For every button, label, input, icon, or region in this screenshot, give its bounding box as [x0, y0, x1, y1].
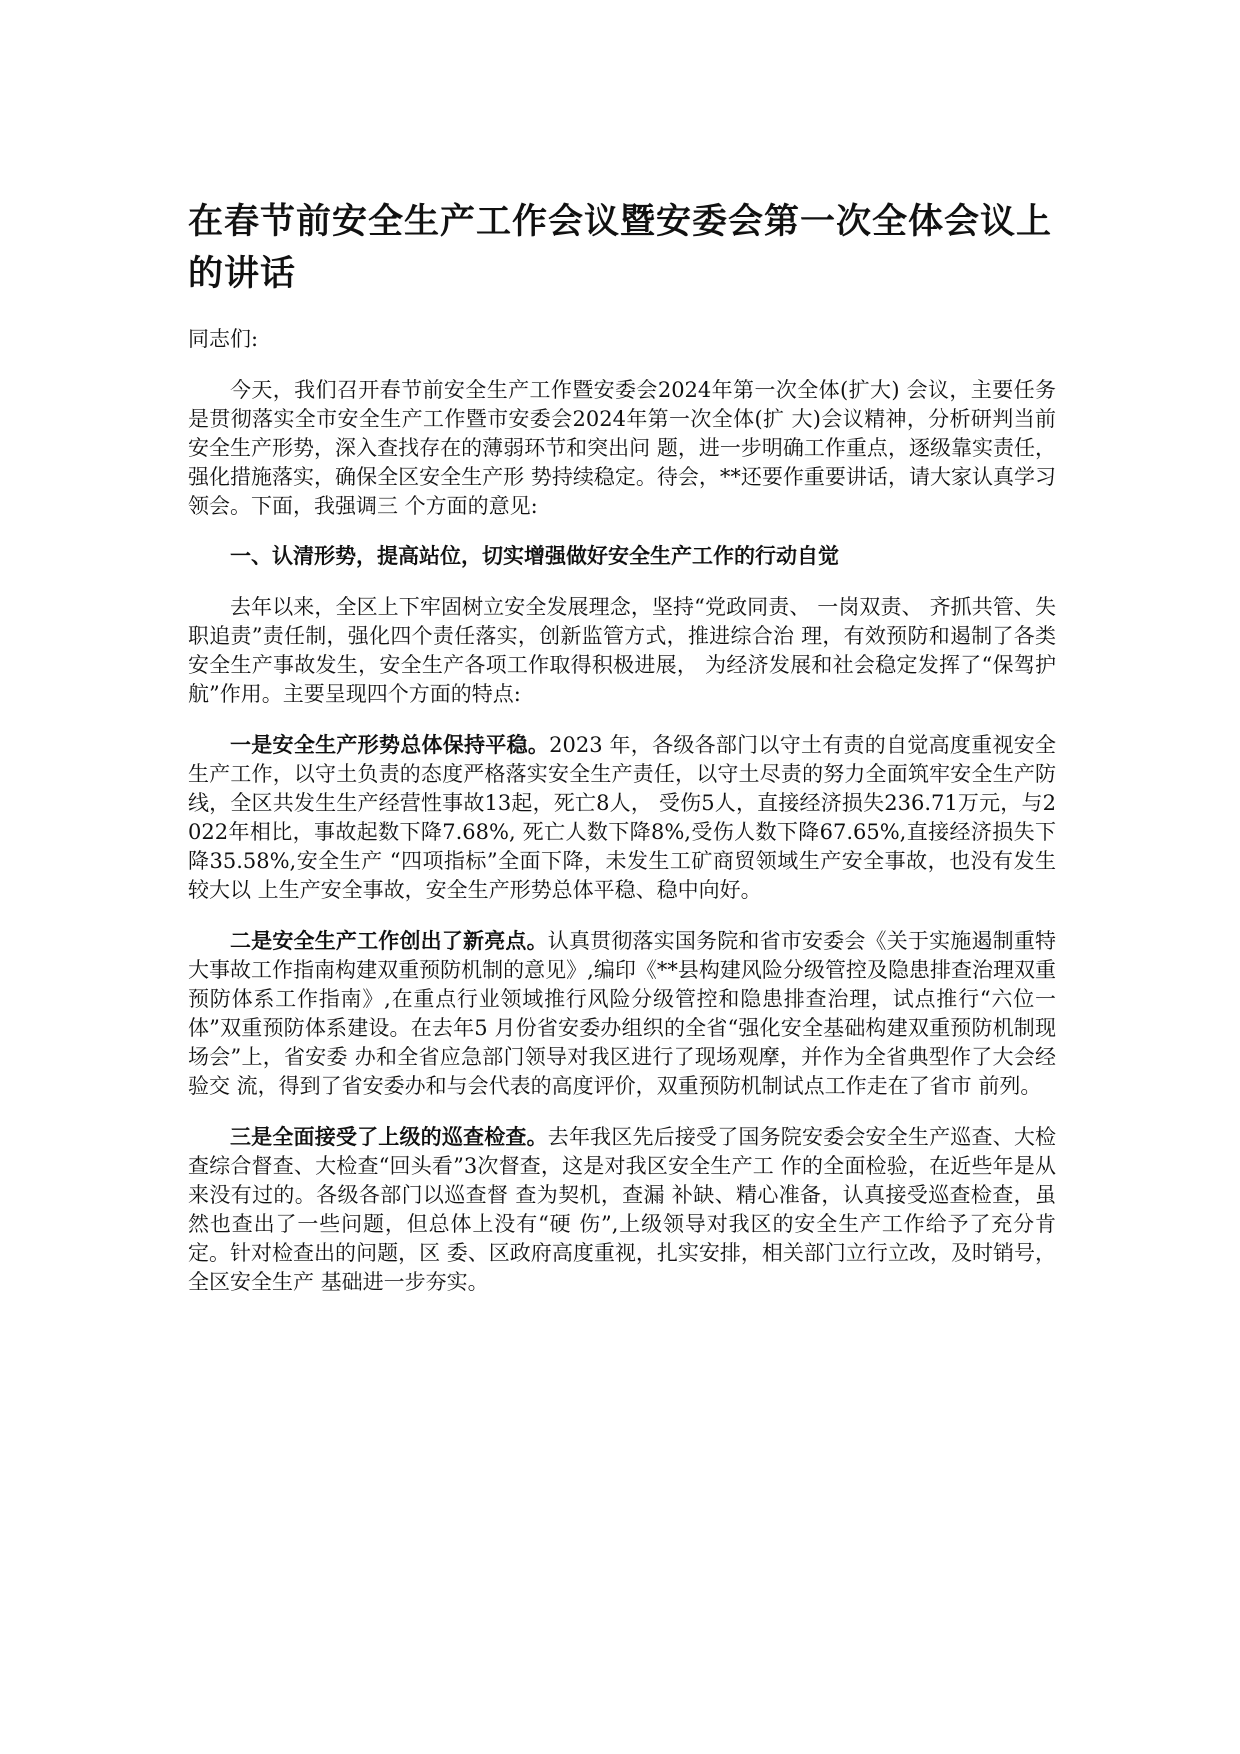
intro-paragraph: 今天，我们召开春节前安全生产工作暨安委会2024年第一次全体(扩大) 会议，主要任务是贯彻落实全市安全生产工作暨市安委会2024年第一次全体(扩 大)会议精神，分析研判当前安全生产形势，深入查找存在的薄弱环节和突出问 题，进一步明确工作重点，逐级靠实责任，强化措施落实，确保全区安全生产形 势持续稳定。待会，**还要作重要讲话，请大家认真学习领会。下面，我强调三 个方面的意见: — [188, 378, 1056, 518]
point-1-paragraph — [188, 731, 1056, 905]
point-2-text: 认真贯彻落实国务院和省市安委会《关于实施遏制重特大事故工作指南构建双重预防机制的意见》,编印《**县构建风险分级管控及隐患排查治理双重预防体系工作指南》,在重点行业领域推行风险分级管控和隐患排查治理，试点推行“六位一体”双重预防体系建设。在去年5 月份省安委办组织的全省“强化安全基础构建双重预防机制现场会”上，省安委 办和全省应急部门领导对我区进行了现场观摩，并作为全省典型作了大会经验交 流，得到了省安委办和与会代表的高度评价，双重预防机制试点工作走在了省市 前列。 — [188, 929, 1057, 1098]
point-3-text: 去年我区先后接受了国务院安委会安全生产巡查、大检查综合督查、大检查“回头看”3次督查，这是对我区安全生产工 作的全面检验，在近些年是从来没有过的。各级各部门以巡查督 查为契机，查漏 补缺、精心准备，认真接受巡查检查，虽然也查出了一些问题，但总体上没有“硬 伤”,上级领导对我区的安全生产工作给予了充分肯定。针对检查出的问题，区 委、区政府高度重视，扎实安排，相关部门立行立改，及时销号，全区安全生产 基础进一步夯实。 — [188, 1125, 1057, 1294]
salutation: 同志们: — [188, 327, 259, 351]
document-body — [188, 196, 1056, 1297]
section-1-paragraph: 去年以来，全区上下牢固树立安全发展理念，坚持“党政同责、 一岗双责、 齐抓共管、失职追责”责任制，强化四个责任落实，创新监管方式，推进综合治 理，有效预防和遏制了各类安全生产事故发生，安全生产各项工作取得积极进展， 为经济发展和社会稳定发挥了“保驾护航”作用。主要呈现四个方面的特点: — [188, 595, 1056, 706]
point-3-paragraph — [188, 1123, 1056, 1297]
point-1-lead: 一是安全生产形势总体保持平稳。 — [230, 733, 550, 757]
section-heading-1: 一、认清形势，提高站位，切实增强做好安全生产工作的行动自觉 — [230, 544, 839, 568]
point-1-text: 2023 年，各级各部门以守土有责的自觉高度重视安全生产工作，以守土负责的态度严格落实安全生产责任，以守土尽责的努力全面筑牢安全生产防线，全区共发生生产经营性事故13起，死亡8人， 受伤5人，直接经济损失236.71万元，与2022年相比，事故起数下降7.68%, 死亡人数下降8%,受伤人数下降67.65%,直接经济损失下降35.58%,安全生产 “四项指标”全面下降，未发生工矿商贸领域生产安全事故，也没有发生较大以 上生产安全事故，安全生产形势总体平稳、稳中向好。 — [188, 733, 1057, 902]
point-2-paragraph — [188, 927, 1056, 1101]
point-3-lead: 三是全面接受了上级的巡查检查。 — [230, 1125, 548, 1149]
point-2-lead: 二是安全生产工作创出了新亮点。 — [230, 929, 548, 953]
document-title: 在春节前安全生产工作会议暨安委会第一次全体会议上的讲话 — [188, 202, 1053, 294]
